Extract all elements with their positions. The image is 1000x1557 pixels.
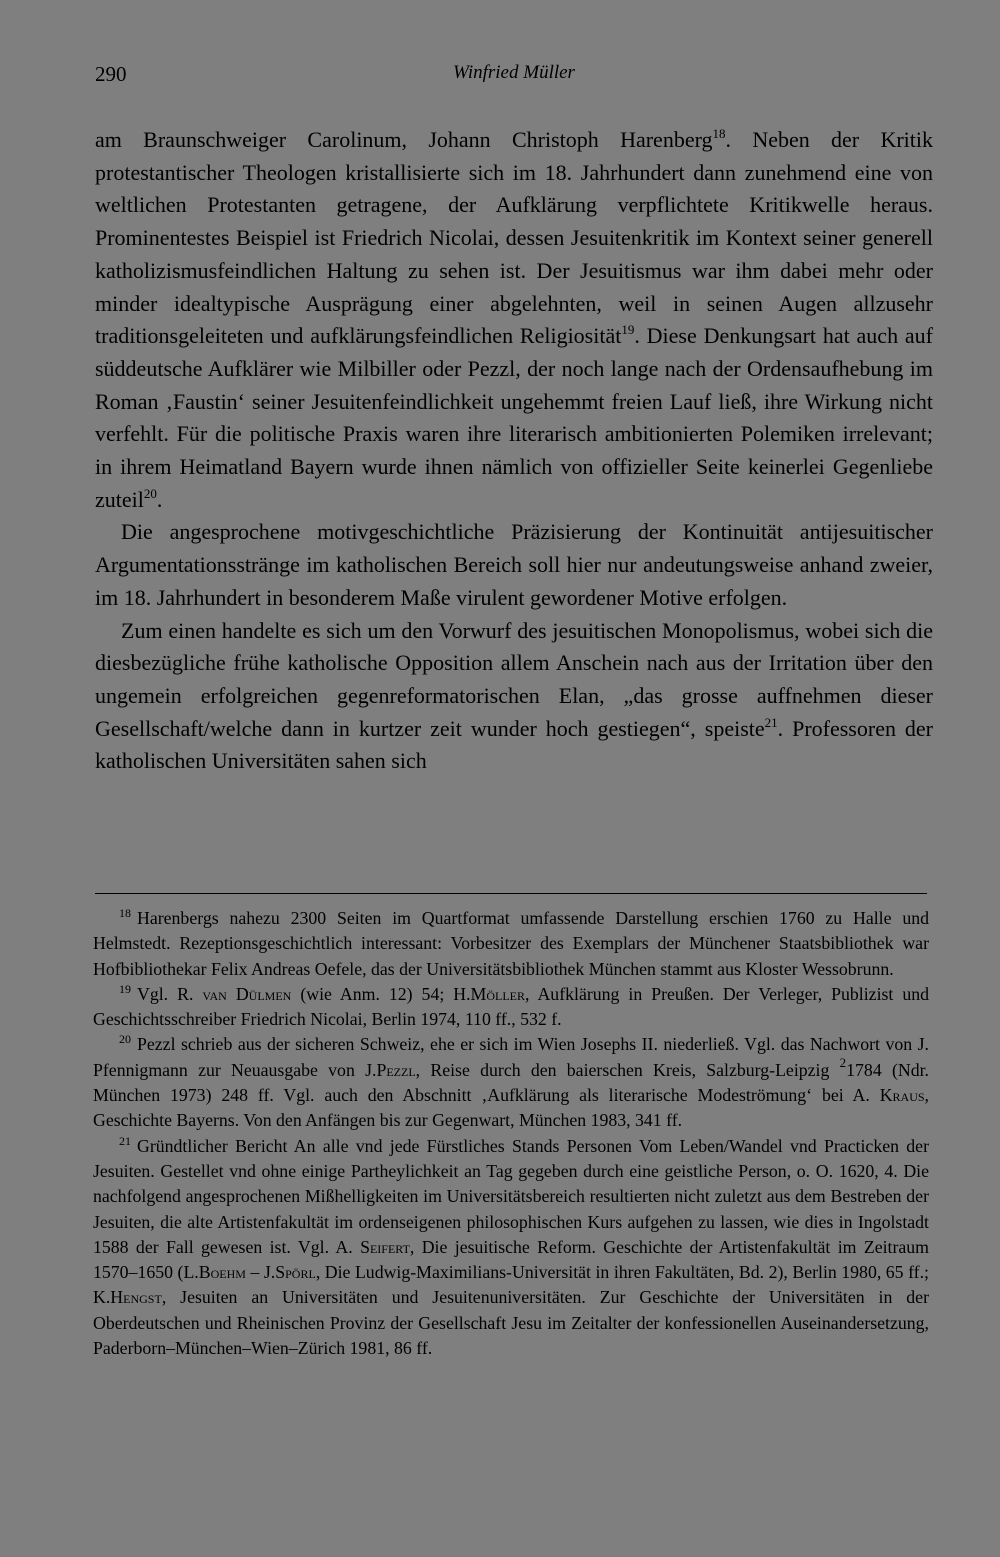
footnote-mark: 20 [119,1032,131,1047]
footnote-21 [93,1134,929,1362]
author-name: Kraus [879,1085,925,1106]
paragraph-2: Die angesprochene motivgeschichtliche Präzisierung der Kontinuität antijesuitischer Argumentationsstränge im katholischen Bereich soll hier nur andeutungsweise anhand zweier, im 18. Jahrhundert in besonderem Maße virulent gewordener Motive erfolgen. [95,519,933,610]
footnote-text: , Geschichte Bayerns. Von den Anfängen bis zur Gegenwart, München 1983, 341 ff. [93,1085,929,1131]
edition-number: 2 [839,1054,847,1070]
footnote-mark: 18 [119,906,131,920]
paragraph-1-part-b: . Neben der Kritik protestantischer Theologen kristallisierte sich im 18. Jahrhundert dann zunehmend eine von weltlichen Protestanten getragene, der Aufklärung verpflichtete Kritikwelle heraus. Prominentestes Beispiel ist Friedrich Nicolai, dessen Jesuitenkritik im Kontext seiner generell katholizismusfeindlichen Haltung zu sehen ist. Der Jesuitismus war ihm dabei mehr oder minder idealtypische Ausprägung einer abgelehnten, weil in seinen Augen allzusehr traditionsgeleiteten und aufklärungsfeindlichen Religiosität [95,127,933,349]
footnote-text: Gründtlicher Bericht An alle vnd jede Fürstliches Stands Personen Vom Leben/Wandel vnd Practicken der Jesuiten. Gestellet vnd ohne einige Partheylichkeit an Tag gegeben durch eine geistliche Person, o. O. 1620, 4. Die nachfolgend angesprochenen Mißhelligkeiten im Universitätsbereich resultierten nicht zuletzt aus dem Bestreben der Jesuiten, die alte Artistenfakultät im ordenseigenen philosophischen Kurs aufgehen zu lassen, wie dies in Ingolstadt 1588 der Fall gewesen ist. Vgl. A. [93,1135,929,1257]
main-text [95,124,933,778]
footnote-text: , Die Ludwig-Maximilians-Universität in ihren Fakultäten, Bd. 2), Berlin 1980, 65 ff.; K. [93,1262,929,1308]
footnote-ref-20: 20 [143,485,157,501]
author-name: Pezzl [376,1059,416,1080]
footnote-mark: 21 [119,1133,131,1148]
footnote-ref-19: 19 [621,322,635,338]
footnote-text: , Die jesuitische Reform. Geschichte der Artistenfakultät im Zeitraum 1570–1650 (L. [93,1236,930,1283]
footnote-text: Pezzl schrieb aus der sicheren Schweiz, ehe er sich im Wien Josephs II. niederließ. Vgl. das Nachwort von J. Pfennigmann zur Neuausgabe von J. [93,1034,929,1080]
author-name: Seifert [360,1236,410,1257]
author-name: van Dülmen [202,983,292,1004]
footnote-19 [93,982,929,1033]
footnote-text: 1784 (Ndr. München 1973) 248 ff. Vgl. auch den Abschnitt ‚Aufklärung als literarische Modeströmung‘ bei A. [93,1059,929,1106]
paragraph-1-part-c: . Diese Denkungsart hat auch auf süddeutsche Aufklärer wie Milbiller oder Pezzl, der noch lange nach der Ordensaufhebung im Roman ‚Faustin‘ seiner Jesuitenfeindlichkeit ungehemmt freien Lauf ließ, ihre Wirkung nicht verfehlt. Für die politische Praxis waren ihre literarisch ambitionierten Polemiken irrelevant; in ihrem Heimatland Bayern wurde ihnen nämlich von offizieller Seite keinerlei Gegenliebe zuteil [95,323,933,512]
page-header [95,62,933,92]
footnote-mark: 19 [119,981,131,996]
paragraph-3 [95,615,933,779]
footnote-ref-21: 21 [764,714,778,730]
paragraph-3-part-b: . Professoren der katholischen Universitäten sahen sich [95,715,933,774]
paragraph-1 [95,124,933,516]
author-name: Spörl [275,1262,316,1283]
footnote-20 [93,1032,929,1133]
footnote-text: (wie Anm. 12) 54; H. [300,983,471,1004]
footnote-text: , Jesuiten an Universitäten und Jesuitenuniversitäten. Zur Geschichte der Universitäten in der Oberdeutschen und Rheinischen Provinz der Gesellschaft Jesu im Zeitalter der konfessionellen Auseinandersetzung, Paderborn–München–Wien–Zürich 1981, 86 ff. [93,1287,929,1359]
footnote-text: , Aufklärung in Preußen. Der Verleger, Publizist und Geschichtsschreiber Friedrich Nicolai, Berlin 1974, 110 ff., 532 f. [93,983,930,1030]
footnote-ref-18: 18 [712,126,726,141]
footnote-text: Vgl. R. [137,983,194,1004]
author-name: Möller [470,983,526,1004]
paragraph-3-part-a: Zum einen handelte es sich um den Vorwurf des jesuitischen Monopolismus, wobei sich die diesbezügliche frühe katholische Opposition allem Anschein nach aus der Irritation über den ungemein erfolgreichen gegenreformatorischen Elan, „das grosse auffnehmen dieser Gesellschaft/welche dann in kurtzer zeit wunder hoch gestiegen“, speiste [95,617,933,741]
paragraph-1-part-d: . [156,486,163,512]
footnote-text: Harenbergs nahezu 2300 Seiten im Quartformat umfassende Darstellung erschien 1760 zu Halle und Helmstedt. Rezeptionsgeschichtlich interessant: Vorbesitzer des Exemplars der Münchener Staatsbibliothek war Hofbibliothekar Felix Andreas Oefele, das der Universitätsbibliothek München stammt aus Kloster Wessobrunn. [93,908,929,979]
page-number: 290 [95,62,127,86]
footnote-18 [93,906,929,982]
footnotes [93,906,929,1361]
paragraph-1-part-a: am Braunschweiger Carolinum, Johann Christoph Harenberg [95,127,713,152]
author-name: Hengst [110,1287,162,1308]
footnote-divider [95,893,927,894]
footnote-text: , Reise durch den baierschen Kreis, Salzburg-Leipzig [415,1059,830,1080]
footnote-text: – J. [250,1262,276,1283]
author-name: Boehm [198,1262,246,1283]
running-head: Winfried Müller [453,62,575,83]
